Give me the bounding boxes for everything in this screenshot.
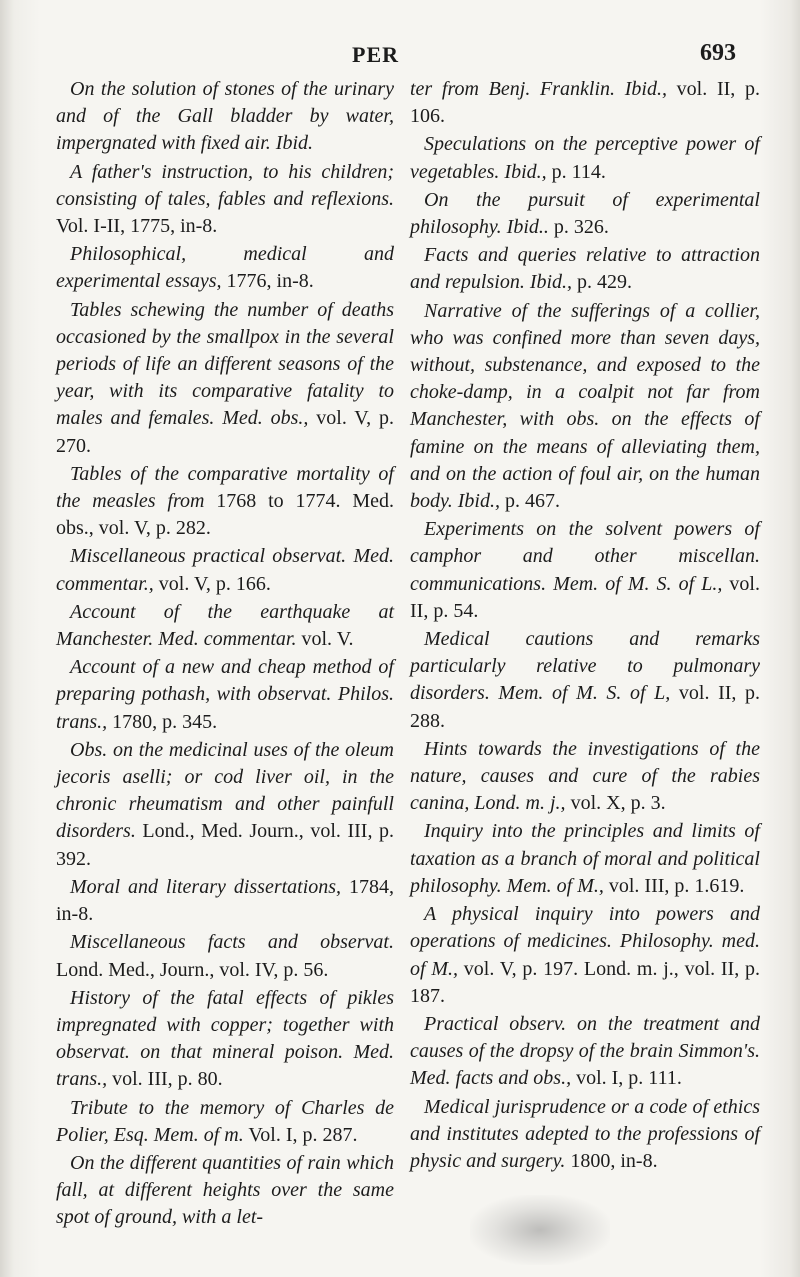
entry-citation: 1800, in-8. <box>565 1149 658 1172</box>
entry-citation: p. 429. <box>572 271 633 294</box>
entry-citation: Lond., Med. Journ., vol. III, p. 392. <box>56 820 394 870</box>
entry-citation: p. 326. <box>548 216 609 239</box>
bibliography-entry <box>56 461 394 543</box>
entry-title: Account of a new and cheap method of preparing pothash, with observat. Philos. trans., <box>56 656 394 733</box>
bibliography-entry <box>56 76 394 158</box>
entry-citation: vol. II, p. 288. <box>410 682 760 732</box>
bibliography-entry <box>56 543 394 597</box>
bibliography-entry <box>410 187 760 241</box>
entry-citation: vol. V. <box>296 628 354 651</box>
entry-citation: p. 114. <box>546 160 606 183</box>
bibliography-entry <box>56 1095 394 1149</box>
entry-citation: vol. II, p. 54. <box>410 572 760 622</box>
bibliography-entry <box>410 131 760 185</box>
ink-stain <box>470 1195 610 1265</box>
entry-citation: 1776, in-8. <box>221 270 314 293</box>
bibliography-entry <box>410 901 760 1010</box>
entry-title: On the different quantities of rain which fall, at different heights over the same spot of ground, with a let- <box>56 1151 394 1229</box>
bibliography-entry <box>56 929 394 983</box>
entry-citation: p. 467. <box>500 490 560 513</box>
entry-title: ter from Benj. Franklin. Ibid., <box>410 78 667 100</box>
entry-title: Experiments on the solvent powers of camphor and other miscellan. communications. Mem. of M. S. of L., <box>410 518 760 595</box>
entry-citation: Lond. Med., Journ., vol. IV, p. 56. <box>56 958 329 981</box>
entry-citation: Vol. I, p. 287. <box>243 1123 358 1146</box>
bibliography-entry <box>410 516 760 625</box>
entry-title: Medical jurisprudence or a code of ethics and institutes adepted to the professions of physic and surgery. <box>410 1095 760 1172</box>
entry-title: Inquiry into the principles and limits of taxation as a branch of moral and political philosophy. Mem. of M., <box>410 820 760 897</box>
entry-title: Narrative of the sufferings of a collier, who was confined more than seven days, without, substenance, and exposed to the choke-damp, in a coalpit not far from Manchester, with obs. on the effects of famine on the means of alleviating them, and on the action of foul air, on the human body. Ibid., <box>410 299 760 513</box>
bibliography-entry <box>410 818 760 900</box>
entry-citation: vol. V, p. 197. Lond. m. j., vol. II, p. 187. <box>410 957 760 1007</box>
entry-citation: 1784, in-8. <box>56 875 395 926</box>
entry-citation: vol. V, p. 270. <box>56 407 395 457</box>
entry-citation: vol. I, p. 111. <box>571 1067 682 1090</box>
bibliography-entry <box>410 736 760 818</box>
bibliography-entry <box>410 1011 760 1093</box>
bibliography-entry <box>56 654 394 736</box>
entry-title: Miscellaneous practical observat. Med. commentar., <box>56 545 394 595</box>
bibliography-entry <box>56 874 394 928</box>
entry-title: Tables schewing the number of deaths occasioned by the smallpox in the several periods of life an different seasons of the year, with its comparative fatality to males and females. Med. obs., <box>56 298 394 430</box>
entry-title: Miscellaneous facts and observat. <box>70 931 394 954</box>
entry-citation: vol. X, p. 3. <box>565 792 666 815</box>
bibliography-entry <box>410 626 760 735</box>
entry-title: Philosophical, medical and experimental essays, <box>56 243 394 293</box>
entry-title: Moral and literary dissertations, <box>70 875 342 898</box>
entry-title: Speculations on the perceptive power of vegetables. Ibid., <box>410 133 760 183</box>
entry-title: A father's instruction, to his children; consisting of tales, fables and reflexions. <box>56 160 394 210</box>
right-column <box>410 76 760 1176</box>
page-header <box>0 36 800 76</box>
entry-title: A physical inquiry into powers and operations of medicines. Philosophy. med. of M., <box>410 903 760 980</box>
entry-citation: 1768 to 1774. Med. obs., vol. V, p. 282. <box>56 490 395 540</box>
entry-title: Tribute to the memory of Charles de Polier, Esq. Mem. of m. <box>56 1096 394 1146</box>
left-column <box>56 76 394 1233</box>
bibliography-entry <box>410 298 760 516</box>
entry-title: History of the fatal effects of pikles impregnated with copper; together with observat. on that mineral poison. Med. trans., <box>56 986 394 1091</box>
bibliography-entry <box>56 159 394 241</box>
entry-title: Account of the earthquake at Manchester. Med. commentar. <box>56 600 394 651</box>
entry-citation: 1780, p. 345. <box>107 710 218 733</box>
entry-title: Practical observ. on the treatment and causes of the dropsy of the brain Simmon's. Med. facts and obs., <box>410 1012 760 1090</box>
entry-citation: vol. V, p. 166. <box>153 572 271 595</box>
bibliography-entry <box>410 1094 760 1176</box>
entry-citation: vol. III, p. 80. <box>107 1068 223 1091</box>
entry-citation: vol. III, p. 1.619. <box>603 874 745 897</box>
entry-citation: Vol. I-II, 1775, in-8. <box>56 215 218 238</box>
bibliography-entry <box>56 599 394 653</box>
running-head: PER <box>352 42 399 67</box>
entry-title: Obs. on the medicinal uses of the oleum jecoris aselli; or cod liver oil, in the chronic rheumatism and other painfull disorders. <box>56 738 394 843</box>
entry-title: Facts and queries relative to attraction and repulsion. Ibid., <box>410 244 760 294</box>
bibliography-entry <box>56 737 394 873</box>
page-number: 693 <box>700 40 736 66</box>
bibliography-entry <box>410 242 760 296</box>
entry-title: Tables of the comparative mortality of the measles from <box>56 462 394 513</box>
entry-title: On the pursuit of experimental philosophy. Ibid.. <box>410 188 760 239</box>
bibliography-entry <box>56 241 394 295</box>
entry-citation: vol. II, p. 106. <box>410 78 760 128</box>
bibliography-entry <box>56 985 394 1094</box>
bibliography-entry <box>56 297 394 460</box>
bibliography-entry <box>56 1150 394 1232</box>
bibliography-entry <box>410 76 760 130</box>
entry-title: Medical cautions and remarks particularly relative to pulmonary disorders. Mem. of M. S. of L, <box>410 628 760 705</box>
entry-title: On the solution of stones of the urinary and of the Gall bladder by water, impergnated with fixed air. Ibid. <box>56 78 394 155</box>
entry-title: Hints towards the investigations of the nature, causes and cure of the rabies canina, Lond. m. j., <box>410 737 760 815</box>
